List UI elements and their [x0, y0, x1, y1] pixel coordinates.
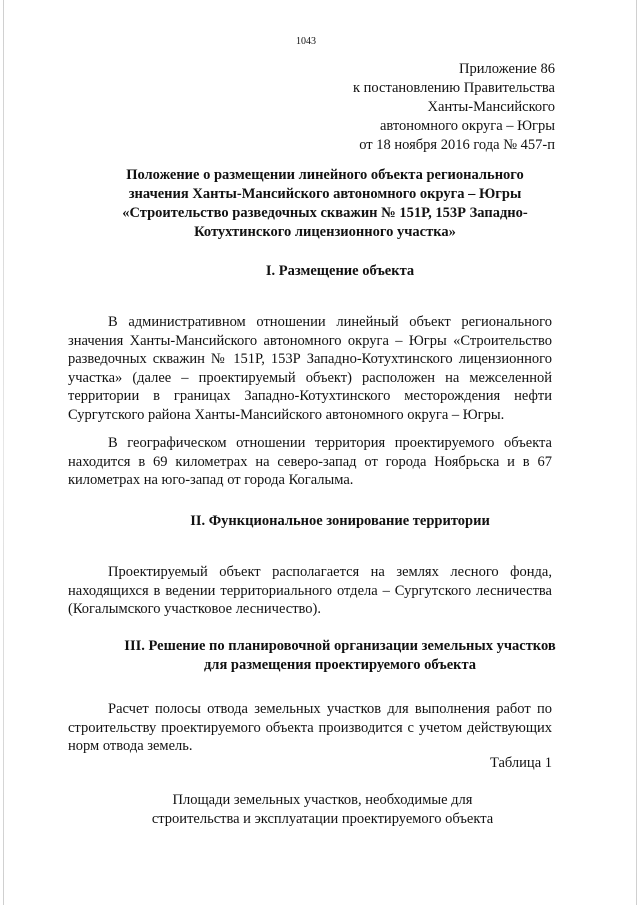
appendix-line: Ханты-Мансийского	[427, 99, 555, 115]
title-line: «Строительство разведочных скважин № 151Р, 153Р Западно-	[122, 205, 528, 221]
title-line: Котухтинского лицензионного участка»	[194, 224, 456, 240]
document-title	[90, 166, 560, 242]
title-line: значения Ханты-Мансийского автономного округа – Югры	[128, 186, 522, 202]
table-caption-line: строительства и эксплуатации проектируемого объекта	[151, 811, 494, 827]
scan-edge-left	[3, 0, 4, 905]
section-2-heading: II. Функциональное зонирование территории	[190, 513, 490, 529]
section-3-paragraph-1: Расчет полосы отвода земельных участков для выполнения работ по строительству проектируемого объекта производится с учетом действующих норм отвода земель.	[68, 701, 552, 754]
appendix-header	[353, 60, 555, 155]
table-caption	[100, 791, 545, 829]
section-3-heading	[100, 637, 580, 675]
section-2-paragraph-1: Проектируемый объект располагается на землях лесного фонда, находящихся в ведении территориального отдела – Сургутского лесничества (Когалымского участковое лесничество).	[68, 564, 552, 617]
appendix-line: Приложение 86	[459, 61, 555, 77]
table-caption-line: Площади земельных участков, необходимые для	[172, 792, 473, 808]
section-3-heading-line: III. Решение по планировочной организации земельных участков	[124, 638, 556, 654]
appendix-line: автономного округа – Югры	[379, 118, 555, 134]
section-1-paragraph-2: В географическом отношении территория проектируемого объекта находится в 69 километрах на северо-запад от города Ноябрьска и в 67 километрах на юго-запад от города Когалыма.	[68, 435, 552, 488]
appendix-line: к постановлению Правительства	[353, 80, 555, 96]
scan-edge-right	[636, 0, 637, 905]
appendix-line: от 18 ноября 2016 года № 457-п	[359, 137, 555, 153]
page-number: 1043	[296, 36, 316, 47]
table-label: Таблица 1	[489, 755, 552, 771]
section-3-heading-line: для размещения проектируемого объекта	[203, 657, 477, 673]
section-1-paragraph-1: В административном отношении линейный объект регионального значения Ханты-Мансийского автономного округа – Югры «Строительство разведочных скважин № 151Р, 153Р Западно-Котухтинского лицензионного участка» (далее – проектируемый объект) расположен на межселенной территории в границах Западно-Котухтинского месторождения нефти Сургутского района Ханты-Мансийского автономного округа – Югры.	[68, 314, 552, 423]
title-line: Положение о размещении линейного объекта регионального	[126, 167, 524, 183]
section-1-heading: I. Размещение объекта	[265, 263, 415, 279]
